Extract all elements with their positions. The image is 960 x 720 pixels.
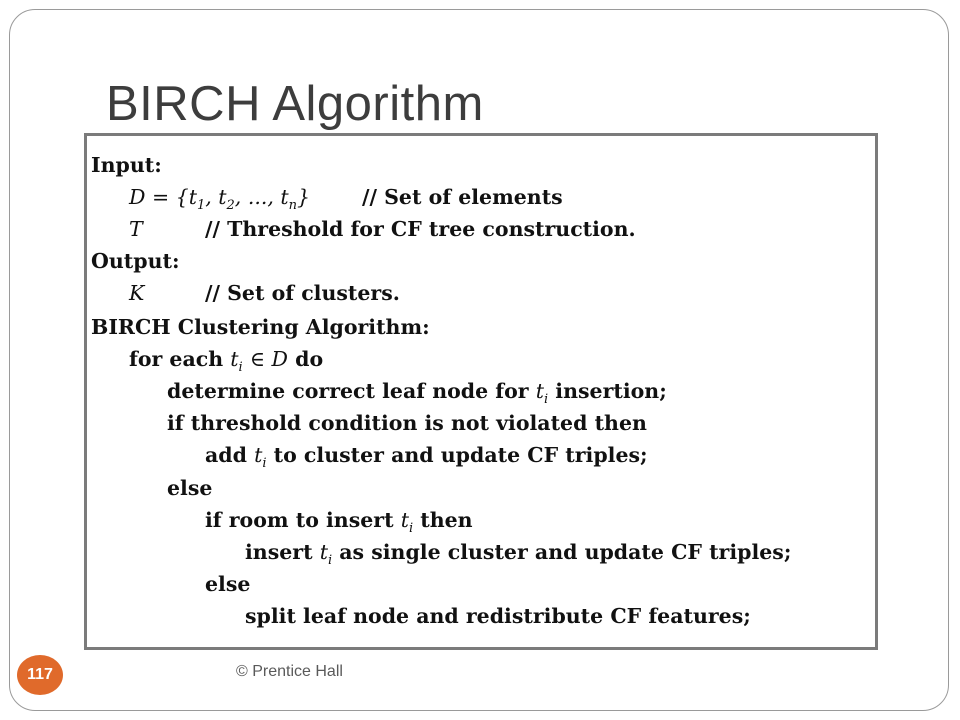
- output-k-math: K: [129, 281, 145, 305]
- else-line-2: else: [205, 572, 251, 596]
- input-label: Input:: [91, 153, 162, 177]
- input-t-comment: // Threshold for CF tree construction.: [205, 217, 636, 241]
- algorithm-box: [84, 133, 878, 650]
- algorithm-label: BIRCH Clustering Algorithm:: [91, 315, 430, 339]
- if-room-line: if room to insert $t_i$ then: [205, 508, 473, 536]
- add-line: add $t_i$ to cluster and update CF triples;: [205, 443, 648, 471]
- input-d-comment: // Set of elements: [362, 185, 563, 209]
- split-line: split leaf node and redistribute CF features;: [245, 604, 751, 628]
- determine-line: determine correct leaf node for $t_i$ insertion;: [167, 379, 667, 407]
- input-d-math: $D = \{t_1$, $t_2$, ..., $t_n$}: [129, 185, 311, 213]
- for-each-line: for each $t_i$ ∈ D do: [129, 347, 324, 375]
- input-d-line: [129, 185, 311, 213]
- page-number-badge: 117: [17, 655, 63, 695]
- output-k-comment: // Set of clusters.: [205, 281, 400, 305]
- slide-title: BIRCH Algorithm: [106, 77, 484, 131]
- if-threshold-line: if threshold condition is not violated then: [167, 411, 647, 435]
- output-label: Output:: [91, 249, 180, 273]
- else-line-1: else: [167, 476, 213, 500]
- input-t-math: T: [129, 217, 143, 241]
- insert-line: insert $t_i$ as single cluster and update CF triples;: [245, 540, 792, 568]
- footer-copyright: © Prentice Hall: [236, 663, 343, 680]
